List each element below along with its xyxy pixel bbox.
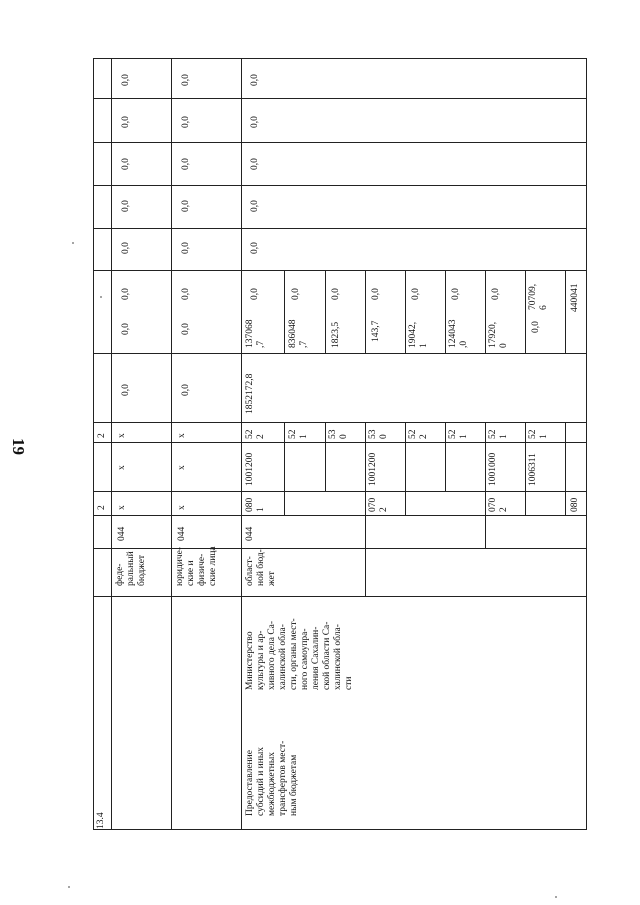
- cell-divider: [445, 422, 446, 491]
- vr-code: 53 0: [328, 429, 349, 439]
- table-border: [93, 829, 587, 830]
- year1-value: 0,0: [181, 323, 191, 335]
- scan-speck: [555, 896, 557, 898]
- year2-value: 0,0: [451, 288, 461, 300]
- budget-table: [93, 58, 587, 830]
- year4-value: 0,0: [121, 200, 131, 212]
- cell-divider: [525, 422, 526, 491]
- year6-value: 0,0: [181, 116, 191, 128]
- year1-value: 137068 ,7: [245, 319, 266, 348]
- year1-value: 124043 ,0: [448, 319, 469, 348]
- vr-code: 52 1: [528, 429, 549, 439]
- scan-speck: [68, 886, 70, 888]
- vr-code: 52 1: [288, 429, 309, 439]
- executor-line: ления Сахалин-: [311, 626, 321, 690]
- year5-value: 0,0: [181, 158, 191, 170]
- cell-divider: [565, 515, 586, 516]
- row-divider: [171, 58, 172, 830]
- cell-divider: [325, 422, 326, 491]
- cell-divider: [565, 422, 566, 491]
- cell-divider: [284, 422, 285, 491]
- row-number: 13.4: [96, 812, 106, 829]
- source-legal: юридиче- ские и физиче- ские лица: [175, 546, 218, 586]
- executor-line: сти: [344, 676, 354, 690]
- measure-line: ным бюджетам: [289, 754, 299, 816]
- column-divider: [93, 548, 587, 549]
- cell-divider: [365, 270, 366, 353]
- scan-speck: [100, 296, 102, 298]
- year2-value: 70709, 6: [528, 283, 549, 310]
- row-divider: [111, 58, 112, 830]
- year7-value: 0,0: [250, 74, 260, 86]
- cell-divider: [365, 422, 366, 491]
- vr-code: 52 2: [408, 429, 429, 439]
- cell-divider: [485, 491, 486, 515]
- year3-value: 0,0: [121, 242, 131, 254]
- grbs-code: 044: [245, 526, 255, 541]
- column-divider: [93, 422, 587, 423]
- column-divider: [93, 596, 587, 597]
- year2-value: 0,0: [250, 288, 260, 300]
- cell-divider: [445, 270, 446, 353]
- year3-value: 0,0: [250, 242, 260, 254]
- x-marker: x: [117, 505, 127, 510]
- column-divider: [93, 98, 587, 99]
- vr-code: 52 1: [448, 429, 469, 439]
- year4-value: 0,0: [250, 200, 260, 212]
- year2-value: 0,0: [491, 288, 501, 300]
- year4-value: 0,0: [181, 200, 191, 212]
- page-number: 19: [9, 438, 28, 455]
- column-divider: [93, 185, 587, 186]
- cell-divider: [325, 270, 326, 353]
- total-value: 0,0: [121, 384, 131, 396]
- year1-value: 17920, 0: [488, 321, 509, 348]
- year2-value: 440041: [570, 283, 580, 312]
- column-divider: [93, 442, 587, 443]
- year1-value: 1823,5: [331, 321, 341, 348]
- executor-line: культуры и ар-: [256, 630, 266, 690]
- measure-line: трансфертов мест-: [278, 740, 288, 816]
- cell-divider: [525, 270, 526, 353]
- column-divider: [93, 142, 587, 143]
- executor-line: халинской обла-: [333, 624, 343, 690]
- cell-divider: [405, 491, 406, 515]
- year3-value: 0,0: [181, 242, 191, 254]
- year5-value: 0,0: [121, 158, 131, 170]
- csr-code: 1006311: [528, 453, 538, 486]
- table-border: [93, 58, 587, 59]
- year2-value: 0,0: [331, 288, 341, 300]
- executor-line: ской области Са-: [322, 621, 332, 690]
- year2-value: 0,0: [411, 288, 421, 300]
- executor-line: ного самоупра-: [300, 628, 310, 690]
- measure-line: Предоставление: [245, 750, 255, 816]
- vr-code: 52 2: [245, 429, 266, 439]
- column-divider: [93, 270, 587, 271]
- csr-code: 1001200: [245, 452, 255, 486]
- year1-value: 0,0: [121, 323, 131, 335]
- measure-line: субсидий и иных: [256, 747, 266, 816]
- executor-text: [245, 618, 355, 690]
- cell-divider: [565, 491, 566, 515]
- year5-value: 0,0: [250, 158, 260, 170]
- column-divider: [93, 228, 587, 229]
- vr-code: 53 0: [368, 429, 389, 439]
- cell-divider: [365, 548, 366, 596]
- total-value: 0,0: [181, 384, 191, 396]
- year7-value: 0,0: [181, 74, 191, 86]
- year2-value: 0,0: [121, 288, 131, 300]
- row-divider: [241, 58, 242, 830]
- year1-value: 19042, 1: [408, 321, 429, 348]
- cell-divider: [284, 491, 285, 515]
- column-divider: [93, 353, 587, 354]
- x-marker: x: [177, 465, 187, 470]
- year1-value: 143,7: [371, 320, 381, 342]
- grbs-code: 044: [117, 526, 127, 541]
- x-marker: x: [117, 433, 127, 438]
- year2-value: 0,0: [291, 288, 301, 300]
- source-regional: област- ной бюд- жет: [245, 549, 277, 586]
- year7-value: 0,0: [121, 74, 131, 86]
- year6-value: 0,0: [121, 116, 131, 128]
- x-marker: x: [177, 433, 187, 438]
- rzpr-code: 080: [570, 497, 580, 512]
- year2-value: 0,0: [181, 288, 191, 300]
- csr-code: 1001200: [368, 452, 378, 486]
- table-border: [586, 58, 587, 830]
- executor-line: Министерство: [245, 631, 255, 690]
- year2-value: 0,0: [371, 288, 381, 300]
- executor-line: хивного дела Са-: [267, 620, 277, 690]
- executor-line: сти, органы мест-: [289, 618, 299, 690]
- cell-divider: [525, 491, 526, 515]
- cell-divider: [284, 270, 285, 353]
- csr-code: 1001000: [488, 452, 498, 486]
- rzpr-code: 080 1: [245, 497, 266, 512]
- cell-divider: [365, 491, 366, 515]
- year6-value: 0,0: [250, 116, 260, 128]
- cell-divider: [565, 270, 566, 353]
- rzpr-code: 070 2: [488, 497, 509, 512]
- rzpr-code: 070 2: [368, 497, 389, 512]
- header-cell: 2: [97, 505, 107, 510]
- cell-divider: [405, 270, 406, 353]
- grbs-code: 044: [177, 526, 187, 541]
- measure-text: [245, 741, 300, 816]
- scan-speck: [72, 242, 74, 244]
- year1-value: 0,0: [531, 321, 541, 333]
- column-divider: [93, 515, 587, 516]
- total-value: 1852172,8: [245, 373, 255, 414]
- cell-divider: [485, 270, 486, 353]
- column-divider: [93, 491, 587, 492]
- year1-value: 836048 ,7: [288, 319, 309, 348]
- vr-code: 52 1: [488, 429, 509, 439]
- cell-divider: [485, 515, 486, 548]
- x-marker: x: [177, 505, 187, 510]
- cell-divider: [405, 422, 406, 491]
- header-cell: 2: [97, 433, 107, 438]
- measure-line: межбюджетных: [267, 752, 277, 816]
- cell-divider: [365, 515, 366, 548]
- executor-line: халинской обла-: [278, 624, 288, 690]
- x-marker: x: [117, 465, 127, 470]
- table-border: [93, 58, 94, 830]
- cell-divider: [485, 422, 486, 491]
- source-federal: феде- ральный бюджет: [115, 551, 147, 586]
